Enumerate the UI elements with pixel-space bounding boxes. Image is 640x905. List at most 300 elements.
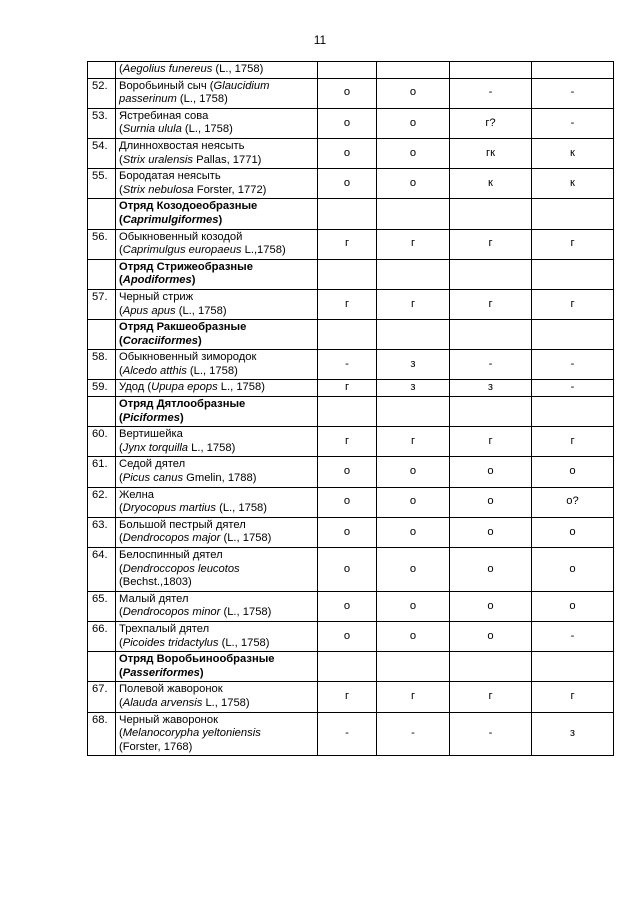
table-row (88, 380, 614, 397)
name-text: ( (119, 666, 123, 679)
table-row (88, 548, 614, 592)
status-cell: к (532, 138, 614, 168)
status-cell: о (318, 108, 377, 138)
name-line (119, 291, 314, 305)
status-cell: о (377, 78, 450, 108)
status-cell: о (377, 169, 450, 199)
table-row (88, 138, 614, 168)
name-text: (L., 1758) (186, 364, 238, 377)
status-cell: з (450, 380, 532, 397)
name-text: Отряд Воробьинообразные (119, 653, 275, 666)
name-text: (L., 1758) (181, 123, 233, 136)
name-text: Отряд Дятлообразные (119, 398, 246, 411)
status-cell: - (450, 350, 532, 380)
name-line (119, 305, 314, 319)
species-name (116, 380, 318, 397)
row-number: 56. (88, 229, 116, 259)
name-text: ( (119, 244, 123, 257)
row-number: 65. (88, 591, 116, 621)
order-name (116, 397, 318, 427)
status-cell (450, 199, 532, 229)
status-cell: - (318, 712, 377, 756)
status-cell: г (318, 229, 377, 259)
status-cell: г (318, 682, 377, 712)
name-text: Бородатая неясыть (119, 170, 221, 183)
row-number: 60. (88, 427, 116, 457)
name-line (119, 563, 314, 577)
name-line (119, 714, 314, 728)
name-line (119, 231, 314, 245)
name-text: (L., 1758) (220, 532, 272, 545)
latin-name: Dendrocopos major (122, 532, 221, 545)
name-text: (Forster, 1768) (119, 740, 193, 753)
name-line (119, 123, 314, 137)
status-cell (377, 652, 450, 682)
name-text: Полевой жаворонок (119, 683, 223, 696)
latin-name: Passeriformes (122, 666, 200, 679)
status-cell (377, 199, 450, 229)
name-text: ( (119, 502, 123, 515)
order-name (116, 259, 318, 289)
status-cell (377, 62, 450, 79)
latin-name: Picoides tridactylus (122, 636, 219, 649)
status-cell: - (532, 350, 614, 380)
species-table (87, 61, 614, 756)
table-row (88, 169, 614, 199)
name-text: ( (119, 63, 123, 75)
status-cell (318, 652, 377, 682)
status-cell (450, 652, 532, 682)
status-cell: - (450, 712, 532, 756)
status-cell: - (532, 380, 614, 397)
table-row (88, 621, 614, 651)
name-line (119, 93, 314, 107)
name-text: Удод ( (119, 381, 152, 394)
latin-name: Jynx torquilla (122, 441, 189, 454)
name-text: Белоспинный дятел (119, 549, 223, 561)
status-cell: з (377, 350, 450, 380)
name-line (119, 244, 314, 258)
species-name (116, 517, 318, 547)
name-line (119, 110, 314, 124)
name-line (119, 637, 314, 651)
name-text: ( (119, 636, 123, 649)
name-line (119, 381, 314, 395)
name-text: (L., 1758) (212, 63, 264, 75)
table-row (88, 427, 614, 457)
row-number: 57. (88, 289, 116, 319)
name-line (119, 667, 314, 681)
name-text: ( (119, 304, 123, 317)
name-text: (L., 1758) (216, 502, 267, 515)
name-text: ( (119, 562, 123, 575)
status-cell: г (450, 289, 532, 319)
name-text: Ястребиная сова (119, 109, 209, 122)
status-cell (318, 320, 377, 350)
name-text: ) (179, 411, 184, 424)
name-text: Желна (119, 488, 154, 501)
status-cell: г (450, 427, 532, 457)
order-header-row (88, 320, 614, 350)
name-line (119, 261, 314, 275)
name-line (119, 502, 314, 516)
status-cell: г (377, 427, 450, 457)
status-cell (532, 320, 614, 350)
name-text: ( (119, 441, 123, 454)
row-number: 61. (88, 457, 116, 487)
status-cell: к (450, 169, 532, 199)
name-line (119, 458, 314, 472)
name-line (119, 606, 314, 620)
status-cell: г (532, 682, 614, 712)
status-cell: о (450, 548, 532, 592)
row-number: 54. (88, 138, 116, 168)
name-line (119, 623, 314, 637)
name-line (119, 398, 314, 412)
species-name (116, 621, 318, 651)
name-line (119, 741, 314, 755)
name-line (119, 472, 314, 486)
status-cell (450, 62, 532, 79)
latin-name: Caprimulgus europaeus (122, 244, 242, 257)
row-number: 64. (88, 548, 116, 592)
latin-name: Strix nebulosa (122, 183, 194, 196)
name-line (119, 321, 314, 335)
name-text: Отряд Стрижеобразные (119, 260, 253, 273)
status-cell: о (318, 457, 377, 487)
status-cell: г (450, 682, 532, 712)
name-text: ( (119, 411, 123, 424)
table-row (88, 229, 614, 259)
status-cell (318, 199, 377, 229)
name-line (119, 653, 314, 667)
name-line (119, 140, 314, 154)
table-row (88, 682, 614, 712)
name-text: Отряд Ракшеобразные (119, 321, 247, 334)
status-cell: о (318, 138, 377, 168)
status-cell: о (377, 591, 450, 621)
status-cell: - (532, 621, 614, 651)
status-cell (318, 397, 377, 427)
status-cell: о (532, 591, 614, 621)
name-line (119, 593, 314, 607)
latin-name: Dendroccopos leucotos (122, 562, 240, 575)
row-number: 55. (88, 169, 116, 199)
latin-name: Aegolius funereus (122, 63, 213, 75)
status-cell: з (532, 712, 614, 756)
status-cell: о (318, 591, 377, 621)
name-text: ( (119, 153, 123, 166)
name-text: ( (119, 532, 123, 545)
species-name (116, 289, 318, 319)
name-line (119, 351, 314, 365)
row-number (88, 397, 116, 427)
species-name (116, 712, 318, 756)
order-header-row (88, 397, 614, 427)
latin-name: Dendrocopos minor (122, 606, 221, 619)
row-number: 58. (88, 350, 116, 380)
species-name (116, 229, 318, 259)
name-text: ( (119, 183, 123, 196)
order-header-row (88, 199, 614, 229)
row-number (88, 652, 116, 682)
species-name (116, 108, 318, 138)
latin-name: Picus canus (122, 472, 184, 485)
name-text: ( (119, 727, 123, 740)
row-number: 52. (88, 78, 116, 108)
status-cell (450, 259, 532, 289)
species-name (116, 62, 318, 79)
status-cell: г (318, 380, 377, 397)
status-cell: г (377, 229, 450, 259)
name-text: ( (119, 696, 123, 709)
species-name (116, 457, 318, 487)
row-number: 59. (88, 380, 116, 397)
name-text: L.,1758) (241, 244, 286, 257)
name-text: Воробьиный сыч ( (119, 79, 214, 92)
name-text: ( (119, 213, 123, 226)
name-line (119, 697, 314, 711)
name-text: Малый дятел (119, 592, 189, 605)
latin-name: Glaucidium (213, 79, 270, 92)
status-cell: - (377, 712, 450, 756)
status-cell: о (377, 621, 450, 651)
table-row (88, 108, 614, 138)
name-text: Forster, 1772) (193, 183, 267, 196)
name-text: L., 1758) (202, 696, 250, 709)
name-text: Обыкновенный козодой (119, 230, 243, 243)
name-text: Pallas, 1771) (193, 153, 262, 166)
name-text: (Bechst.,1803) (119, 576, 192, 589)
table-row (88, 78, 614, 108)
table-row (88, 289, 614, 319)
species-name (116, 682, 318, 712)
row-number (88, 199, 116, 229)
status-cell: - (532, 108, 614, 138)
row-number: 63. (88, 517, 116, 547)
species-name (116, 427, 318, 457)
table-row (88, 712, 614, 756)
row-number (88, 320, 116, 350)
name-text: Отряд Козодоеобразные (119, 200, 258, 213)
species-name (116, 487, 318, 517)
status-cell: о (318, 621, 377, 651)
status-cell: о (318, 487, 377, 517)
status-cell (532, 397, 614, 427)
species-name (116, 350, 318, 380)
status-cell (532, 652, 614, 682)
status-cell (532, 199, 614, 229)
latin-name: Alcedo atthis (122, 364, 187, 377)
name-text: (L., 1758) (218, 636, 270, 649)
name-text: ) (199, 666, 204, 679)
status-cell: о? (532, 487, 614, 517)
name-line (119, 442, 314, 456)
name-text: ) (191, 274, 196, 287)
status-cell (377, 397, 450, 427)
name-text: Седой дятел (119, 458, 186, 471)
status-cell (318, 259, 377, 289)
name-line (119, 727, 314, 741)
name-line (119, 365, 314, 379)
name-line (119, 576, 314, 590)
row-number: 53. (88, 108, 116, 138)
name-line (119, 683, 314, 697)
name-text: (L., 1758) (220, 606, 272, 619)
status-cell: г (318, 427, 377, 457)
name-line (119, 549, 314, 563)
name-text: ( (119, 334, 123, 347)
table-row (88, 591, 614, 621)
name-line (119, 80, 314, 94)
name-text: ) (218, 213, 223, 226)
name-line (119, 154, 314, 168)
status-cell: о (450, 487, 532, 517)
row-number: 68. (88, 712, 116, 756)
row-number (88, 259, 116, 289)
name-line (119, 335, 314, 349)
name-text: Черный жаворонок (119, 713, 218, 726)
row-number: 67. (88, 682, 116, 712)
name-text: ( (119, 606, 123, 619)
name-text: ( (119, 472, 123, 485)
name-line (119, 200, 314, 214)
name-text: Gmelin, 1788) (183, 472, 257, 485)
page-number: 11 (313, 33, 327, 47)
status-cell: к (532, 169, 614, 199)
name-text: (L., 1758) (175, 304, 227, 317)
latin-name: Apus apus (122, 304, 176, 317)
status-cell: - (450, 78, 532, 108)
status-cell: г (532, 289, 614, 319)
status-cell: о (532, 457, 614, 487)
order-header-row (88, 259, 614, 289)
status-cell: г? (450, 108, 532, 138)
latin-name: Dryocopus martius (122, 502, 216, 515)
name-line (119, 489, 314, 503)
latin-name: passerinum (119, 93, 177, 106)
name-text: ( (119, 123, 123, 136)
status-cell: о (450, 621, 532, 651)
status-cell (450, 397, 532, 427)
name-line (119, 519, 314, 533)
name-text: ( (119, 274, 123, 287)
table-body (88, 62, 614, 756)
row-number (88, 62, 116, 79)
table-row (88, 457, 614, 487)
status-cell: г (450, 229, 532, 259)
status-cell (532, 259, 614, 289)
species-name (116, 169, 318, 199)
status-cell (532, 62, 614, 79)
table-row (88, 62, 614, 79)
status-cell: о (377, 457, 450, 487)
status-cell (450, 320, 532, 350)
status-cell: о (318, 548, 377, 592)
status-cell: г (377, 682, 450, 712)
latin-name: Melanocorypha yeltoniensis (122, 727, 261, 740)
status-cell: о (450, 591, 532, 621)
status-cell: о (318, 169, 377, 199)
order-header-row (88, 652, 614, 682)
status-cell: о (377, 517, 450, 547)
latin-name: Upupa epops (151, 381, 218, 394)
name-line (119, 63, 314, 77)
status-cell: о (377, 108, 450, 138)
table-row (88, 350, 614, 380)
status-cell: о (532, 517, 614, 547)
status-cell: з (377, 380, 450, 397)
latin-name: Strix uralensis (122, 153, 193, 166)
name-text: Трехпалый дятел (119, 622, 210, 635)
status-cell: о (377, 487, 450, 517)
status-cell: о (318, 517, 377, 547)
name-line (119, 274, 314, 288)
status-cell: о (450, 457, 532, 487)
order-name (116, 652, 318, 682)
status-cell (318, 62, 377, 79)
latin-name: Piciformes (122, 411, 180, 424)
species-name (116, 591, 318, 621)
name-line (119, 170, 314, 184)
name-text: Длиннохвостая неясыть (119, 139, 245, 152)
status-cell: о (377, 548, 450, 592)
status-cell: - (318, 350, 377, 380)
status-cell (377, 259, 450, 289)
name-text: Черный стриж (119, 290, 194, 303)
species-name (116, 78, 318, 108)
name-text: L., 1758) (188, 441, 236, 454)
name-text: ) (197, 334, 202, 347)
status-cell: г (377, 289, 450, 319)
species-name (116, 548, 318, 592)
latin-name: Coraciiformes (122, 334, 198, 347)
row-number: 62. (88, 487, 116, 517)
status-cell: г (532, 427, 614, 457)
name-line (119, 412, 314, 426)
name-text: (L., 1758) (176, 93, 228, 106)
status-cell: гк (450, 138, 532, 168)
status-cell: г (532, 229, 614, 259)
name-text: Обыкновенный зимородок (119, 351, 257, 364)
table-row (88, 487, 614, 517)
latin-name: Apodiformes (122, 274, 192, 287)
name-text: Большой пестрый дятел (119, 518, 246, 531)
status-cell: о (450, 517, 532, 547)
table-row (88, 517, 614, 547)
status-cell: о (318, 78, 377, 108)
status-cell: о (377, 138, 450, 168)
order-name (116, 320, 318, 350)
status-cell: о (532, 548, 614, 592)
name-text: L., 1758) (217, 381, 265, 394)
name-line (119, 184, 314, 198)
name-text: Вертишейка (119, 428, 183, 441)
latin-name: Caprimulgiformes (122, 213, 219, 226)
latin-name: Surnia ulula (122, 123, 182, 136)
status-cell: - (532, 78, 614, 108)
row-number: 66. (88, 621, 116, 651)
name-text: ( (119, 364, 123, 377)
status-cell (377, 320, 450, 350)
name-line (119, 214, 314, 228)
order-name (116, 199, 318, 229)
species-name (116, 138, 318, 168)
name-line (119, 532, 314, 546)
latin-name: Alauda arvensis (122, 696, 203, 709)
name-line (119, 428, 314, 442)
status-cell: г (318, 289, 377, 319)
